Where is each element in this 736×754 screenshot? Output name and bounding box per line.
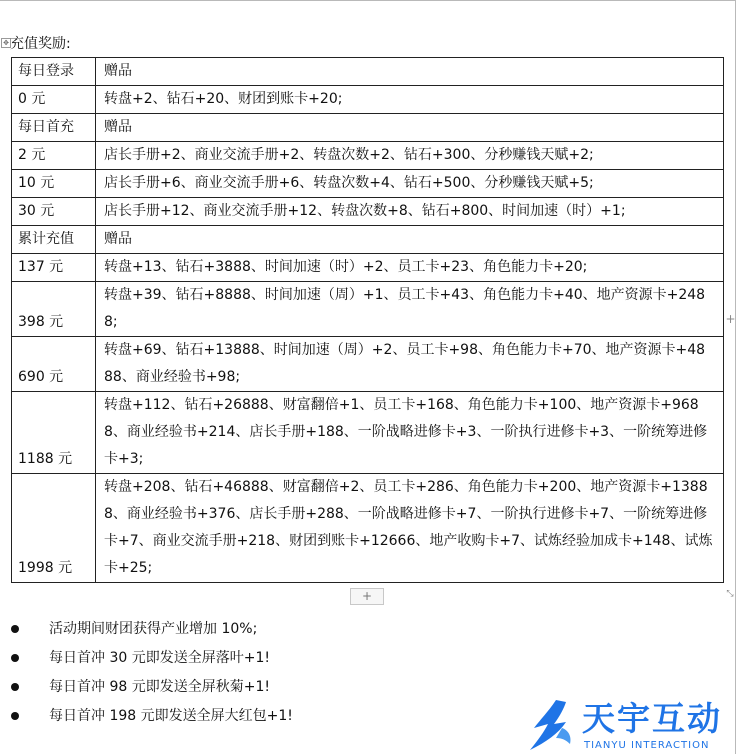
table-row: [12, 198, 724, 226]
amount-cell[interactable]: 398 元: [12, 282, 96, 337]
amount-cell[interactable]: 1998 元: [12, 474, 96, 583]
table-row: [12, 142, 724, 170]
gift-cell[interactable]: 转盘+69、钻石+13888、时间加速（周）+2、员工卡+98、角色能力卡+70、地产资源卡+4888、商业经验书+98;: [96, 337, 724, 392]
gift-cell[interactable]: 店长手册+12、商业交流手册+12、转盘次数+8、钻石+800、时间加速（时）+1;: [96, 198, 724, 226]
table-row: [12, 337, 724, 392]
gift-cell[interactable]: 转盘+39、钻石+8888、时间加速（周）+1、员工卡+43、角色能力卡+40、地产资源卡+2488;: [96, 282, 724, 337]
amount-cell[interactable]: 2 元: [12, 142, 96, 170]
add-row-button[interactable]: +: [350, 588, 384, 605]
resize-icon[interactable]: ⤡: [726, 589, 734, 599]
frame-top-border: [0, 0, 736, 1]
table-row: [12, 282, 724, 337]
note-text: 每日首冲 198 元即发送全屏大红包+1!: [49, 708, 293, 724]
list-item: [0, 648, 293, 677]
amount-cell[interactable]: 0 元: [12, 86, 96, 114]
gift-cell[interactable]: 转盘+208、钻石+46888、财富翻倍+2、员工卡+286、角色能力卡+200、地产资源卡+13888、商业经验书+376、店长手册+288、一阶战略进修卡+7、一阶执行进修卡+7、一阶统筹进修卡+7、商业交流手册+218、财团到账卡+12666、地产收购卡+7、试炼经验加成卡+148、试炼卡+25;: [96, 474, 724, 583]
table-row: [12, 170, 724, 198]
amount-cell[interactable]: 1188 元: [12, 392, 96, 474]
note-text: 每日首冲 98 元即发送全屏秋菊+1!: [49, 679, 270, 695]
table-row: [12, 226, 724, 254]
amount-cell[interactable]: 10 元: [12, 170, 96, 198]
bullet-icon: [11, 712, 19, 720]
amount-cell[interactable]: 137 元: [12, 254, 96, 282]
bullet-icon: [11, 683, 19, 691]
amount-cell[interactable]: 每日首充: [12, 114, 96, 142]
intro-heading: 充值奖励:: [10, 36, 71, 52]
note-text: 每日首冲 30 元即发送全屏落叶+1!: [49, 650, 270, 666]
gift-cell[interactable]: 赠品: [96, 114, 724, 142]
bullet-icon: [11, 625, 19, 633]
table-row: [12, 58, 724, 86]
add-column-button[interactable]: +: [725, 312, 736, 326]
table-row: [12, 254, 724, 282]
note-text: 活动期间财团获得产业增加 10%;: [49, 621, 258, 637]
gift-cell[interactable]: 转盘+13、钻石+3888、时间加速（时）+2、员工卡+23、角色能力卡+20;: [96, 254, 724, 282]
watermark-logo: [526, 698, 731, 754]
amount-cell[interactable]: 每日登录: [12, 58, 96, 86]
gift-cell[interactable]: 店长手册+6、商业交流手册+6、转盘次数+4、钻石+500、分秒赚钱天赋+5;: [96, 170, 724, 198]
watermark-name-cn: 天宇互动: [582, 699, 722, 738]
gift-cell[interactable]: 转盘+2、钻石+20、财团到账卡+20;: [96, 86, 724, 114]
gift-cell[interactable]: 店长手册+2、商业交流手册+2、转盘次数+2、钻石+300、分秒赚钱天赋+2;: [96, 142, 724, 170]
move-handle-icon[interactable]: ✥: [1, 38, 11, 48]
list-item: [0, 677, 293, 706]
amount-cell[interactable]: 30 元: [12, 198, 96, 226]
amount-cell[interactable]: 累计充值: [12, 226, 96, 254]
list-item: [0, 619, 293, 648]
bullet-icon: [11, 654, 19, 662]
gift-cell[interactable]: 赠品: [96, 226, 724, 254]
table-row: [12, 114, 724, 142]
reward-table: [11, 57, 724, 583]
list-item: [0, 706, 293, 735]
watermark-name-en: TIANYU INTERACTION: [584, 740, 710, 751]
table-row: [12, 86, 724, 114]
table-row: [12, 392, 724, 474]
gift-cell[interactable]: 赠品: [96, 58, 724, 86]
wing-logo-icon: [526, 698, 578, 754]
table-row: [12, 474, 724, 583]
gift-cell[interactable]: 转盘+112、钻石+26888、财富翻倍+1、员工卡+168、角色能力卡+100、地产资源卡+9688、商业经验书+214、店长手册+188、一阶战略进修卡+3、一阶执行进修卡+3、一阶统筹进修卡+3;: [96, 392, 724, 474]
amount-cell[interactable]: 690 元: [12, 337, 96, 392]
notes-list: [0, 619, 293, 735]
